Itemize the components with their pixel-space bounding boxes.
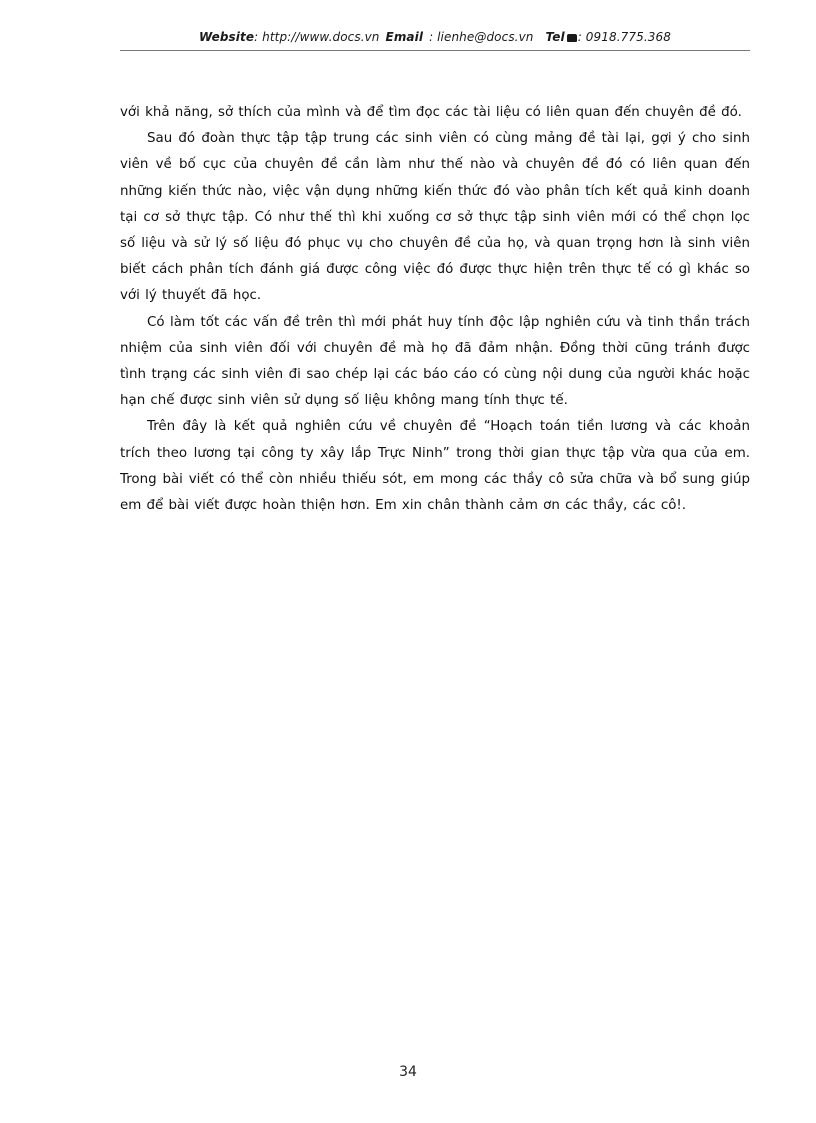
- header-divider: [120, 50, 750, 51]
- paragraph: Trên đây là kết quả nghiên cứu về chuyên đề “Hoạch toán tiền lương và các khoản trích theo lương tại công ty xây lắp Trực Ninh” trong thời gian thực tập vừa qua của em. Trong bài viết có thể còn nhiều thiếu sót, em mong các thầy cô sửa chữa và bổ sung giúp em để bài viết được hoàn thiện hơn. Em xin chân thành cảm ơn các thầy, các cô!.: [120, 419, 750, 514]
- website-value: : http://www.docs.vn: [254, 30, 380, 44]
- document-body: [120, 100, 750, 519]
- page-number: 34: [399, 1064, 417, 1080]
- tel-label: Tel: [545, 30, 565, 44]
- paragraph: Sau đó đoàn thực tập tập trung các sinh viên có cùng mảng đề tài lại, gợi ý cho sinh viên về bố cục của chuyên đề cần làm như thế nào và chuyên đề đó có liên quan đến những kiến thức nào, việc vận dụng những kiến thức đó vào phân tích kết quả kinh doanh tại cơ sở thực tập. Có như thế thì khi xuống cơ sở thực tập sinh viên mới có thể chọn lọc số liệu và sử lý số liệu đó phục vụ cho chuyên đề của họ, và quan trọng hơn là sinh viên biết cách phân tích đánh giá được công việc đó được thực hiện trên thực tế có gì khác so với lý thuyết đã học.: [120, 131, 750, 304]
- website-label: Website: [199, 30, 255, 44]
- page-header: [120, 30, 750, 44]
- paragraph-continuation: với khả năng, sở thích của mình và để tìm đọc các tài liệu có liên quan đến chuyên đề đó.: [120, 105, 742, 120]
- email-label: Email: [385, 30, 424, 44]
- paragraph: Có làm tốt các vấn đề trên thì mới phát huy tính độc lập nghiên cứu và tinh thần trách nhiệm của sinh viên đối với chuyên đề mà họ đã đảm nhận. Đồng thời cũng tránh được tình trạng các sinh viên đi sao chép lại các báo cáo có cùng nội dung của người khác hoặc hạn chế được sinh viên sử dụng số liệu không mang tính thực tế.: [120, 314, 750, 409]
- tel-value: : 0918.775.368: [577, 30, 671, 44]
- phone-icon: [567, 34, 577, 42]
- email-value: : lienhe@docs.vn: [429, 30, 534, 44]
